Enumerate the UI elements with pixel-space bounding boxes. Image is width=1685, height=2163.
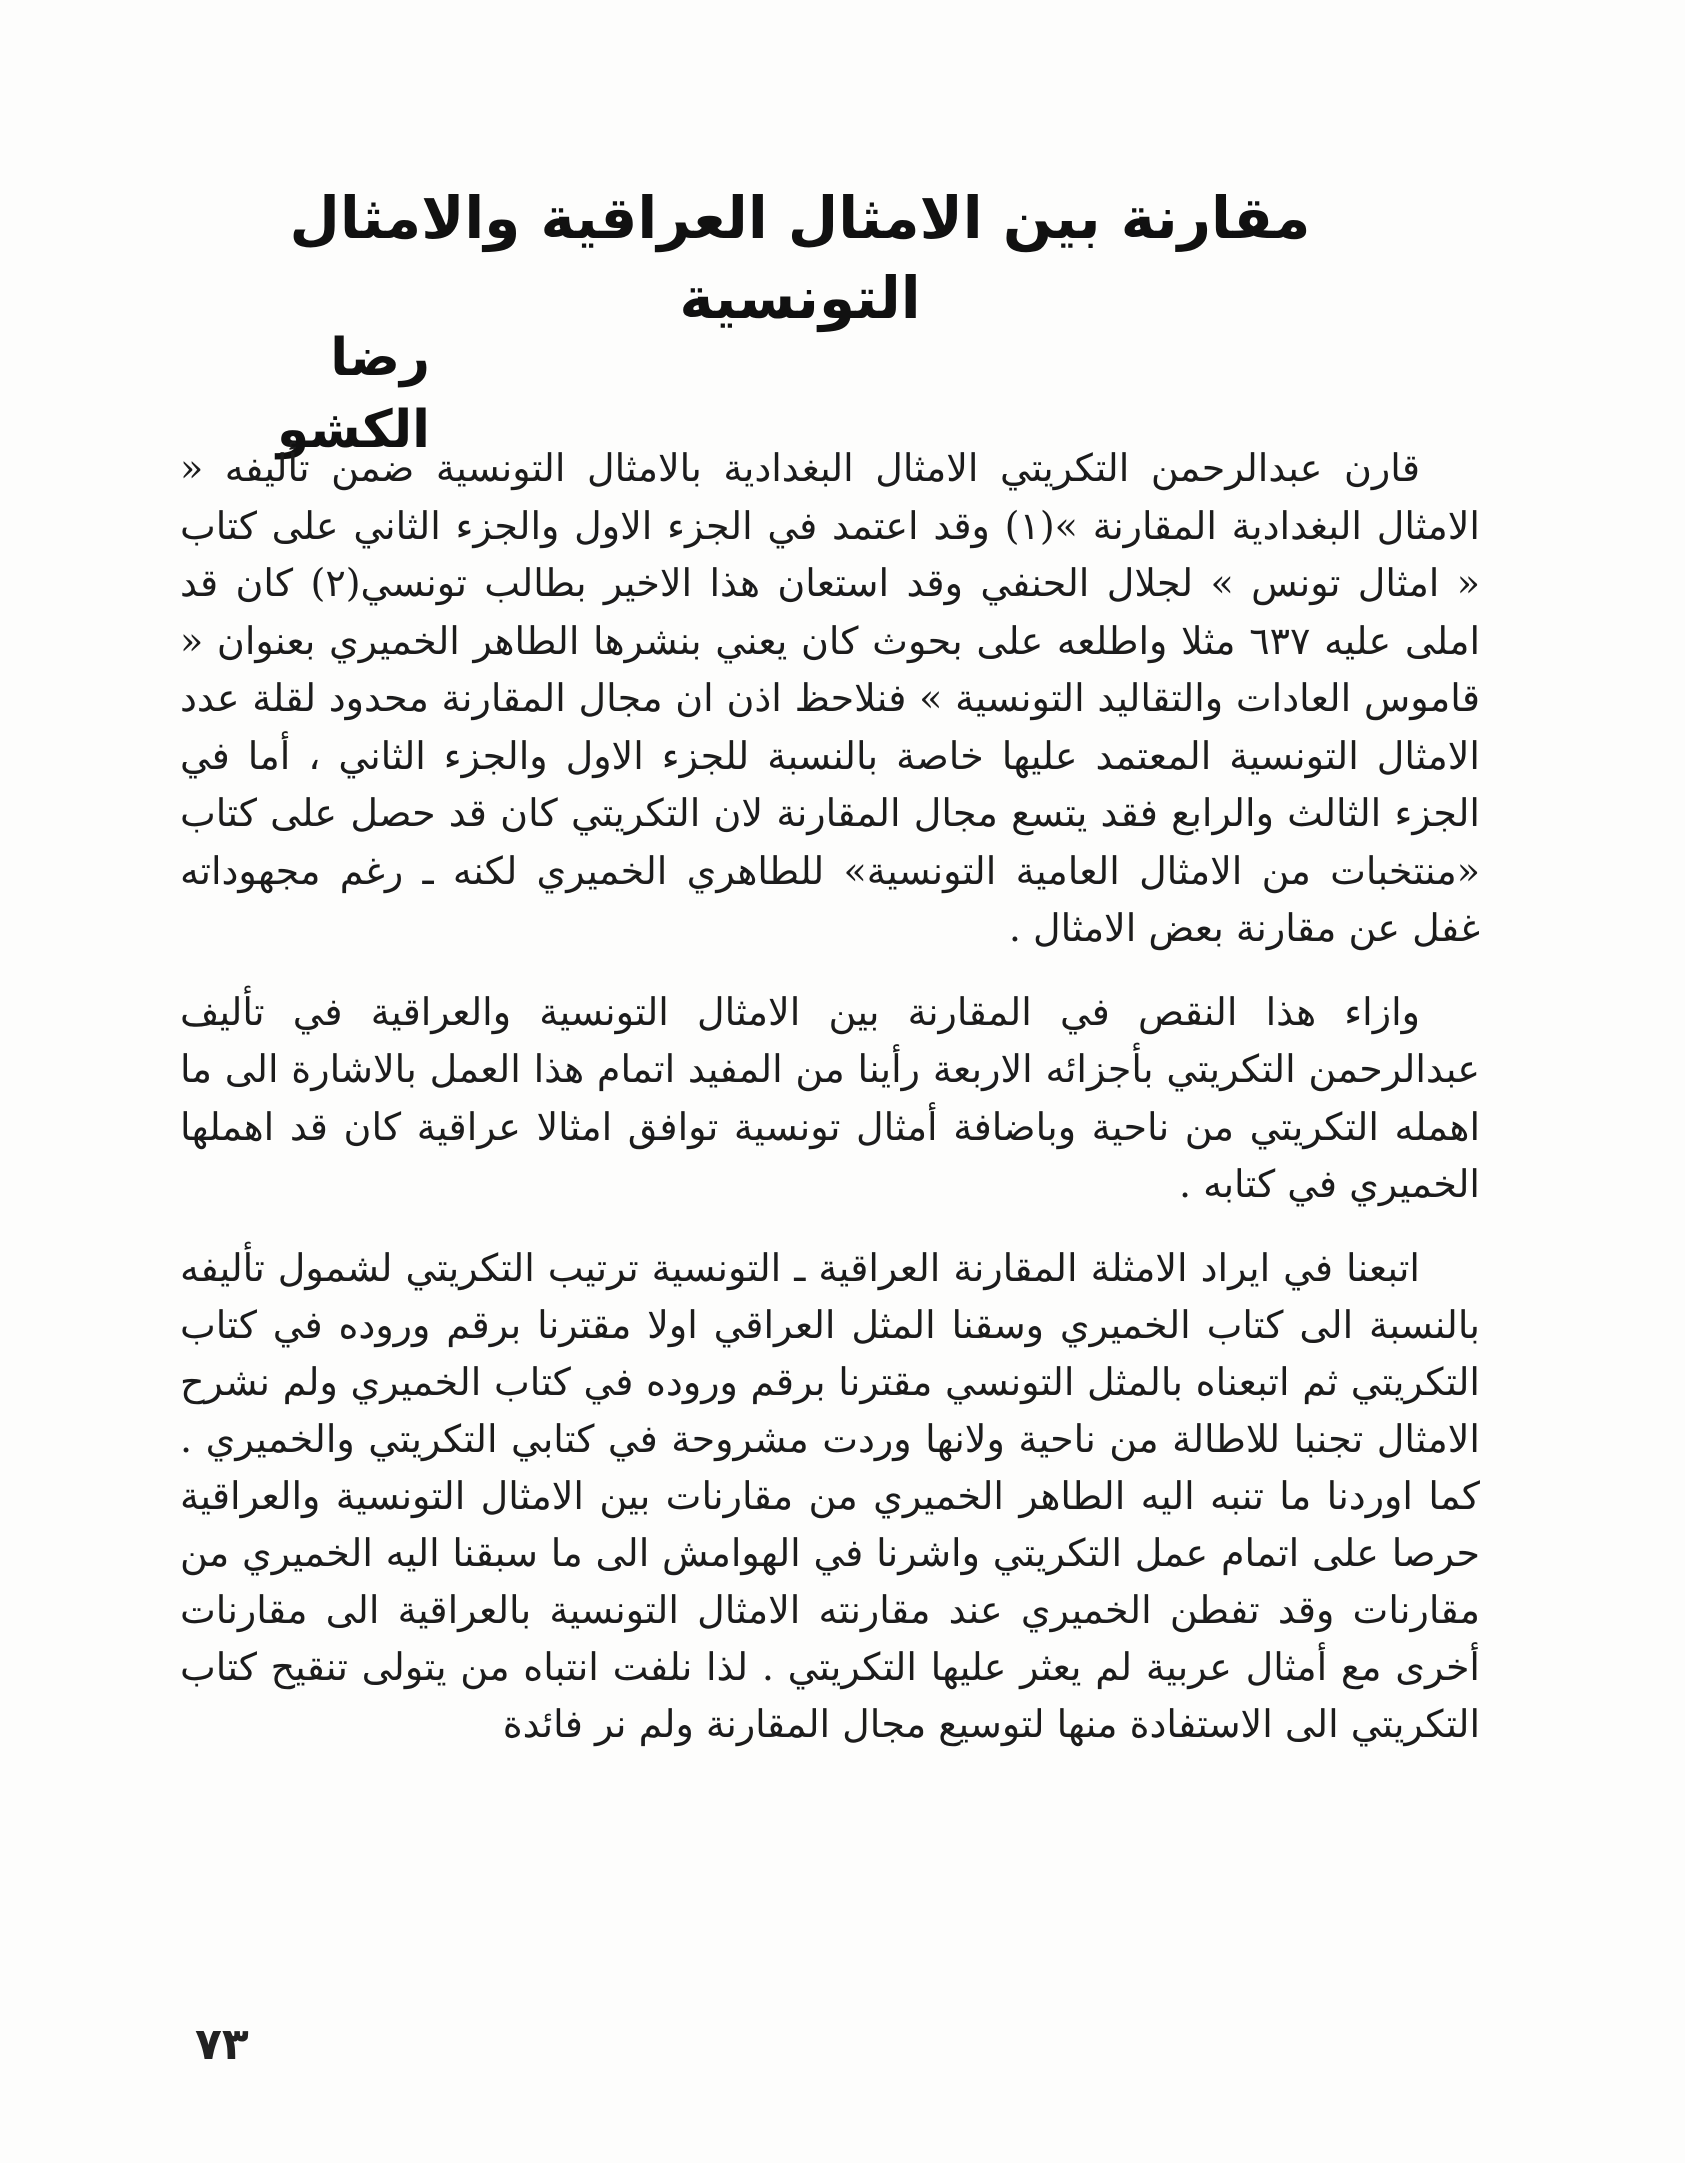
- paragraph-2: وازاء هذا النقص في المقارنة بين الامثال التونسية والعراقية في تأليف عبدالرحمن التكريتي بأجزائه الاربعة رأينا من المفيد اتمام هذا العمل بالاشارة الى ما اهمله التكريتي من ناحية وباضافة أمثال تونسية توافق امثالا عراقية كان قد اهملها الخميري في كتابه .: [180, 989, 1480, 1206]
- page-number: ٧٣: [195, 2019, 249, 2070]
- article-title: مقارنة بين الامثال العراقية والامثال التونسية: [289, 184, 1311, 332]
- article-author: رضا الكشو: [276, 328, 430, 460]
- article-body: [180, 440, 1480, 1753]
- paragraph-3: اتبعنا في ايراد الامثلة المقارنة العراقية ـ التونسية ترتيب التكريتي لشمول تأليفه بالنسبة الى كتاب الخميري وسقنا المثل العراقي اولا مقترنا برقم وروده في كتاب التكريتي ثم اتبعناه بالمثل التونسي مقترنا برقم وروده في كتاب الخميري ولم نشرح الامثال تجنبا للاطالة من ناحية ولانها وردت مشروحة في كتابي التكريتي والخميري . كما اوردنا ما تنبه اليه الطاهر الخميري من مقارنات بين الامثال التونسية والعراقية حرصا على اتمام عمل التكريتي واشرنا في الهوامش الى ما سبقنا اليه الخميري من مقارنات وقد تفطن الخميري عند مقارنته الامثال التونسية بالعراقية الى مقارنات أخرى مع أمثال عربية لم يعثر عليها التكريتي . لذا نلفت انتباه من يتولى تنقيح كتاب التكريتي الى الاستفادة منها لتوسيع مجال المقارنة ولم نر فائدة: [180, 1245, 1480, 1746]
- paragraph-1: قارن عبدالرحمن التكريتي الامثال البغدادية بالامثال التونسية ضمن تأليفه « الامثال البغدادية المقارنة »(١) وقد اعتمد في الجزء الاول والجزء الثاني على كتاب « امثال تونس » لجلال الحنفي وقد استعان هذا الاخير بطالب تونسي(٢) كان قد املى عليه ٦٣٧ مثلا واطلعه على بحوث كان يعني بنشرها الطاهر الخميري بعنوان « قاموس العادات والتقاليد التونسية » فنلاحظ اذن ان مجال المقارنة محدود لقلة عدد الامثال التونسية المعتمد عليها خاصة بالنسبة للجزء الاول والجزء الثاني ، أما في الجزء الثالث والرابع فقد يتسع مجال المقارنة لان التكريتي كان قد حصل على كتاب «منتخبات من الامثال العامية التونسية» للطاهري الخميري لكنه ـ رغم مجهوداته غفل عن مقارنة بعض الامثال .: [180, 446, 1481, 950]
